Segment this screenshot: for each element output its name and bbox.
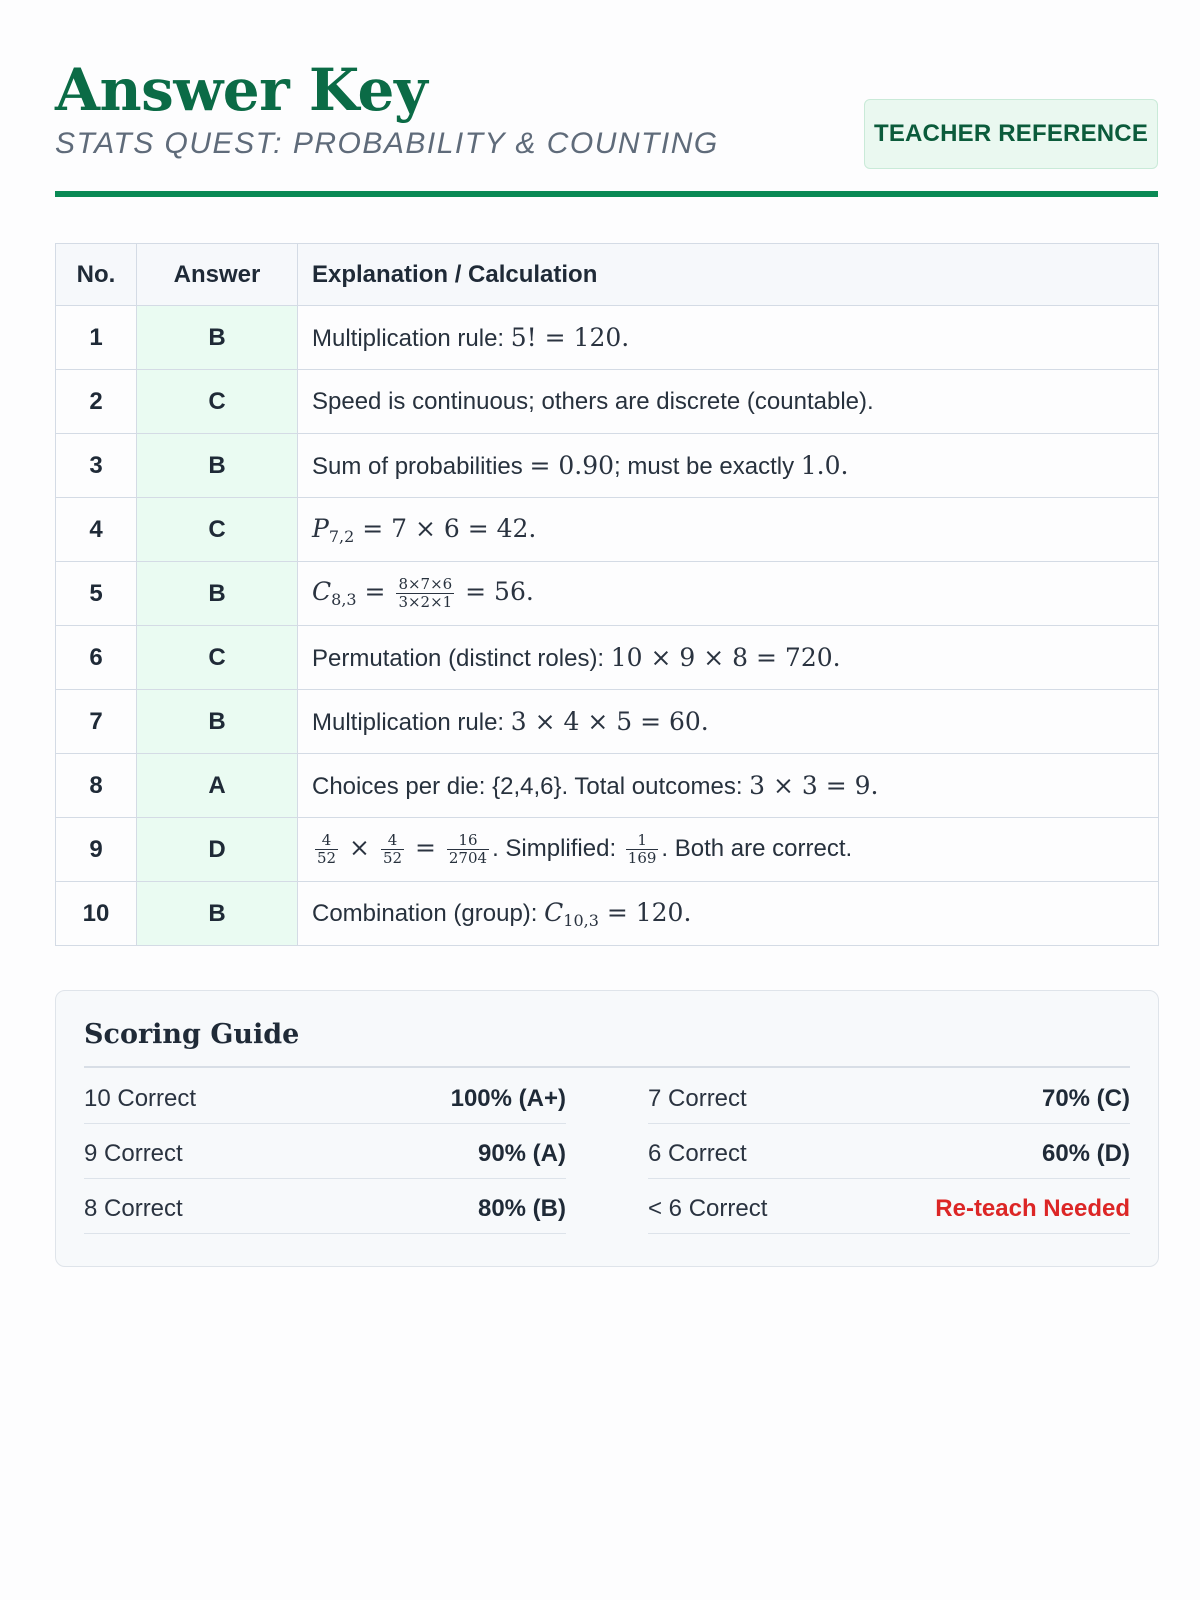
score-value: 80% (B)	[477, 1195, 566, 1222]
reteach-needed-value: Re-teach Needed	[935, 1195, 1130, 1222]
explanation: Multiplication rule: 5! = 120.	[298, 306, 1159, 370]
answer-letter: D	[137, 818, 298, 882]
scoring-guide-title: Scoring Guide	[84, 1019, 300, 1050]
table-row	[56, 626, 1159, 690]
score-value: 100% (A+)	[450, 1085, 566, 1112]
score-value: 90% (A)	[477, 1140, 566, 1167]
score-value: 70% (C)	[1041, 1085, 1130, 1112]
explanation: $C_{8,3}$ = $\frac{8\times 7\times 6}{3\times 2\times 1}$ = 56.	[298, 562, 1159, 626]
explanation: Permutation (distinct roles): 10 × 9 × 8 = 720.	[298, 626, 1159, 690]
explanation: Combination (group): $C_{10,3} = 120$.	[298, 882, 1159, 946]
column-header-answer: Answer	[137, 244, 298, 306]
fraction: $\frac{4}{52}$	[382, 831, 403, 867]
question-number: 4	[56, 498, 137, 562]
scoring-column-right	[648, 1069, 1130, 1234]
explanation: Speed is continuous; others are discrete (countable).	[298, 370, 1159, 434]
score-value: 60% (D)	[1041, 1140, 1130, 1167]
answer-letter: B	[137, 882, 298, 946]
fraction: $\frac{8\times 7\times 6}{3\times 2\times 1}$	[398, 575, 453, 611]
fraction: $\frac{1}{169}$	[627, 831, 657, 867]
score-row	[648, 1069, 1130, 1124]
question-number: 7	[56, 690, 137, 754]
answer-letter: B	[137, 562, 298, 626]
answer-letter: B	[137, 690, 298, 754]
answer-letter: C	[137, 626, 298, 690]
fraction: $\frac{4}{52}$	[317, 831, 337, 867]
question-number: 10	[56, 882, 137, 946]
scoring-guide	[55, 990, 1159, 1267]
explanation: Multiplication rule: 3 × 4 × 5 = 60.	[298, 690, 1159, 754]
table-row	[56, 690, 1159, 754]
page-title: Answer Key	[55, 56, 428, 124]
score-row	[84, 1069, 566, 1124]
question-number: 5	[56, 562, 137, 626]
score-label: 6 Correct	[648, 1140, 747, 1167]
answer-key-table	[55, 243, 1159, 946]
question-number: 2	[56, 370, 137, 434]
table-row	[56, 882, 1159, 946]
score-label: 9 Correct	[84, 1140, 183, 1167]
score-row	[648, 1124, 1130, 1179]
answer-letter: C	[137, 370, 298, 434]
score-label: 7 Correct	[648, 1085, 747, 1112]
divider	[84, 1066, 1130, 1068]
table-row	[56, 818, 1159, 882]
score-label: 8 Correct	[84, 1195, 183, 1222]
explanation: Sum of probabilities = 0.90; must be exactly 1.0.	[298, 434, 1159, 498]
table-row	[56, 306, 1159, 370]
answer-letter: B	[137, 306, 298, 370]
scoring-column-left	[84, 1069, 566, 1234]
explanation: $\frac{4}{52}$ × $\frac{4}{52}$ = $\frac{16}{2704}$ . Simplified: $\frac{1}{169}$ . Both are correct.	[298, 818, 1159, 882]
score-label: 10 Correct	[84, 1085, 197, 1112]
answer-letter: C	[137, 498, 298, 562]
scoring-grid	[84, 1069, 1130, 1234]
question-number: 9	[56, 818, 137, 882]
table-row	[56, 370, 1159, 434]
teacher-reference-badge: TEACHER REFERENCE	[864, 99, 1158, 169]
question-number: 3	[56, 434, 137, 498]
table-row	[56, 498, 1159, 562]
answer-letter: B	[137, 434, 298, 498]
column-header-no: No.	[56, 244, 137, 306]
explanation: Choices per die: {2,4,6}. Total outcomes: 3 × 3 = 9.	[298, 754, 1159, 818]
header	[55, 55, 1158, 197]
table-row	[56, 434, 1159, 498]
column-header-explanation: Explanation / Calculation	[298, 244, 1159, 306]
score-label: < 6 Correct	[648, 1195, 768, 1222]
question-number: 6	[56, 626, 137, 690]
page-subtitle: STATS QUEST: PROBABILITY & COUNTING	[55, 127, 719, 160]
score-row	[84, 1124, 566, 1179]
table-row	[56, 562, 1159, 626]
question-number: 8	[56, 754, 137, 818]
table-header-row	[56, 244, 1159, 306]
table-row	[56, 754, 1159, 818]
score-row	[648, 1179, 1130, 1234]
fraction: $\frac{16}{2704}$	[448, 831, 488, 867]
explanation: $P_{7,2} = 7 \times 6 = 42$.	[298, 498, 1159, 562]
score-row	[84, 1179, 566, 1234]
question-number: 1	[56, 306, 137, 370]
answer-letter: A	[137, 754, 298, 818]
